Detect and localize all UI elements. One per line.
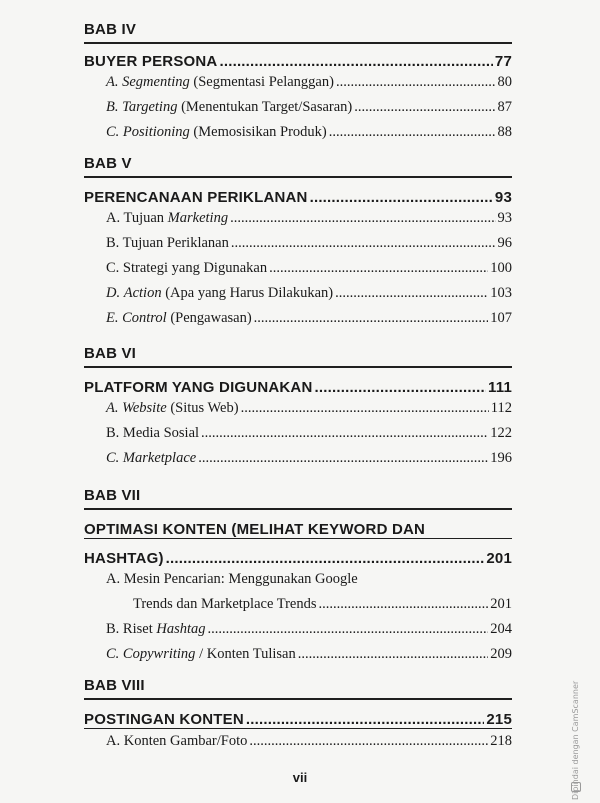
chapter-page: 215 bbox=[486, 710, 512, 728]
leader-dots bbox=[231, 231, 496, 256]
entry-letter: D. bbox=[106, 284, 121, 301]
toc-entry bbox=[84, 281, 512, 306]
entry-text: (Memosisikan Produk) bbox=[189, 123, 327, 140]
toc-entry bbox=[84, 306, 512, 331]
toc-entry bbox=[84, 70, 512, 95]
chapter-number: BAB IV bbox=[84, 21, 137, 38]
leader-dots bbox=[319, 592, 489, 617]
leader-dots bbox=[201, 421, 488, 446]
leader-dots bbox=[336, 70, 496, 95]
toc-entry bbox=[84, 617, 512, 642]
chapter-bab-iv bbox=[84, 18, 512, 145]
chapter-title-row bbox=[84, 539, 512, 567]
entry-italic: Positioning bbox=[122, 123, 190, 140]
chapter-title: POSTINGAN KONTEN bbox=[84, 710, 244, 728]
chapter-number: BAB VII bbox=[84, 487, 141, 504]
entry-letter: C. bbox=[106, 449, 120, 466]
chapter-page: 111 bbox=[488, 378, 512, 396]
leader-dots bbox=[254, 306, 489, 331]
entry-italic: Segmenting bbox=[122, 73, 190, 90]
chapter-title: PLATFORM YANG DIGUNAKAN bbox=[84, 378, 313, 396]
leader-dots bbox=[241, 396, 489, 421]
leader-dots bbox=[249, 729, 488, 754]
entry-text: Tujuan bbox=[123, 209, 168, 226]
chapter-number: BAB VI bbox=[84, 345, 137, 362]
leader-dots bbox=[298, 642, 489, 667]
toc-entry bbox=[84, 206, 512, 231]
entry-text: Riset bbox=[122, 621, 157, 637]
entry-text: (Situs Web) bbox=[166, 399, 239, 416]
leader-dots bbox=[246, 711, 484, 728]
chapter-title-cont: HASHTAG) bbox=[84, 550, 164, 567]
entry-page: 112 bbox=[490, 399, 512, 416]
entry-italic: Marketplace bbox=[122, 449, 197, 466]
chapter-number: BAB VIII bbox=[84, 677, 145, 694]
chapter-title: BUYER PERSONA bbox=[84, 52, 218, 70]
entry-letter: B. bbox=[106, 234, 120, 251]
chapter-bab-v bbox=[84, 152, 512, 331]
leader-dots bbox=[208, 617, 489, 642]
entry-text-cont: Trends dan Marketplace Trends bbox=[133, 596, 317, 612]
chapter-bab-viii bbox=[84, 674, 512, 754]
entry-italic: Marketing bbox=[167, 209, 229, 226]
chapter-title-row bbox=[84, 178, 512, 206]
entry-text: / Konten Tulisan bbox=[195, 646, 296, 662]
entry-italic: Hashtag bbox=[156, 621, 206, 637]
entry-text: (Pengawasan) bbox=[166, 309, 252, 326]
toc-entry bbox=[84, 95, 512, 120]
toc-entry bbox=[84, 446, 512, 471]
toc-entry bbox=[84, 120, 512, 145]
entry-text: Media Sosial bbox=[122, 424, 200, 441]
entry-letter: C. bbox=[106, 646, 120, 662]
entry-page: 93 bbox=[497, 209, 512, 226]
entry-page: 122 bbox=[490, 424, 512, 441]
leader-dots bbox=[310, 189, 493, 206]
chapter-title-row bbox=[84, 44, 512, 70]
entry-text: (Menentukan Target/Sasaran) bbox=[177, 98, 353, 115]
entry-text: Strategi yang Digunakan bbox=[122, 259, 268, 276]
leader-dots bbox=[219, 53, 492, 70]
entry-italic: Control bbox=[122, 309, 167, 326]
leader-dots bbox=[198, 446, 488, 471]
chapter-title: OPTIMASI KONTEN (MELIHAT KEYWORD DAN bbox=[84, 520, 426, 538]
chapter-bab-vi bbox=[84, 342, 512, 471]
entry-page: 96 bbox=[497, 234, 512, 251]
chapter-page: 201 bbox=[486, 550, 512, 567]
page-folio: vii bbox=[292, 770, 308, 785]
leader-dots bbox=[230, 206, 495, 231]
toc-entry bbox=[84, 421, 512, 446]
entry-page: 103 bbox=[490, 284, 512, 301]
entry-letter: A. bbox=[106, 733, 121, 749]
chapter-page: 93 bbox=[494, 188, 512, 206]
entry-page: 87 bbox=[497, 98, 512, 115]
entry-page: 88 bbox=[497, 123, 512, 140]
entry-letter: B. bbox=[106, 98, 119, 115]
toc-entry bbox=[84, 642, 512, 667]
chapter-number: BAB V bbox=[84, 155, 132, 172]
chapter-bab-vii bbox=[84, 484, 512, 667]
entry-italic: Action bbox=[123, 284, 162, 301]
entry-italic: Targeting bbox=[122, 98, 178, 115]
entry-letter: A. bbox=[106, 209, 121, 226]
leader-dots bbox=[329, 120, 496, 145]
leader-dots bbox=[354, 95, 495, 120]
toc-entry bbox=[84, 567, 512, 592]
toc-entry bbox=[84, 256, 512, 281]
entry-text: Konten Gambar/Foto bbox=[123, 733, 248, 749]
chapter-page: 77 bbox=[494, 52, 512, 70]
entry-page: 80 bbox=[497, 73, 512, 90]
chapter-title-line1 bbox=[84, 510, 512, 538]
entry-letter: C. bbox=[106, 123, 120, 140]
entry-letter: A. bbox=[106, 399, 119, 416]
entry-page: 107 bbox=[490, 309, 512, 326]
entry-page: 196 bbox=[490, 449, 512, 466]
leader-dots bbox=[269, 256, 488, 281]
entry-letter: A. bbox=[106, 73, 119, 90]
entry-text: Mesin Pencarian: Menggunakan Google bbox=[123, 571, 358, 587]
toc-entry bbox=[84, 231, 512, 256]
entry-letter: E. bbox=[106, 309, 119, 326]
entry-page: 204 bbox=[490, 621, 512, 637]
entry-text: (Apa yang Harus Dilakukan) bbox=[161, 284, 334, 301]
toc-entry bbox=[84, 729, 512, 754]
entry-letter: A. bbox=[106, 571, 121, 587]
chapter-title: PERENCANAAN PERIKLANAN bbox=[84, 188, 308, 206]
entry-page: 218 bbox=[490, 733, 512, 749]
toc-entry bbox=[84, 396, 512, 421]
entry-page: 209 bbox=[490, 646, 512, 662]
leader-dots bbox=[315, 379, 487, 396]
entry-italic: Website bbox=[122, 399, 167, 416]
entry-page: 201 bbox=[490, 596, 512, 612]
chapter-title-row bbox=[84, 368, 512, 396]
chapter-title-row bbox=[84, 700, 512, 728]
scanner-watermark: Dipindai dengan CamScanner bbox=[571, 680, 580, 800]
entry-text: (Segmentasi Pelanggan) bbox=[189, 73, 334, 90]
entry-letter: B. bbox=[106, 621, 120, 637]
leader-dots bbox=[335, 281, 488, 306]
entry-page: 100 bbox=[490, 259, 512, 276]
entry-letter: B. bbox=[106, 424, 120, 441]
entry-italic: Copywriting bbox=[122, 646, 196, 662]
toc-entry-cont bbox=[84, 592, 512, 617]
leader-dots bbox=[166, 550, 485, 567]
camscanner-logo-icon bbox=[571, 782, 581, 792]
entry-text: Tujuan Periklanan bbox=[122, 234, 229, 251]
entry-letter: C. bbox=[106, 259, 120, 276]
